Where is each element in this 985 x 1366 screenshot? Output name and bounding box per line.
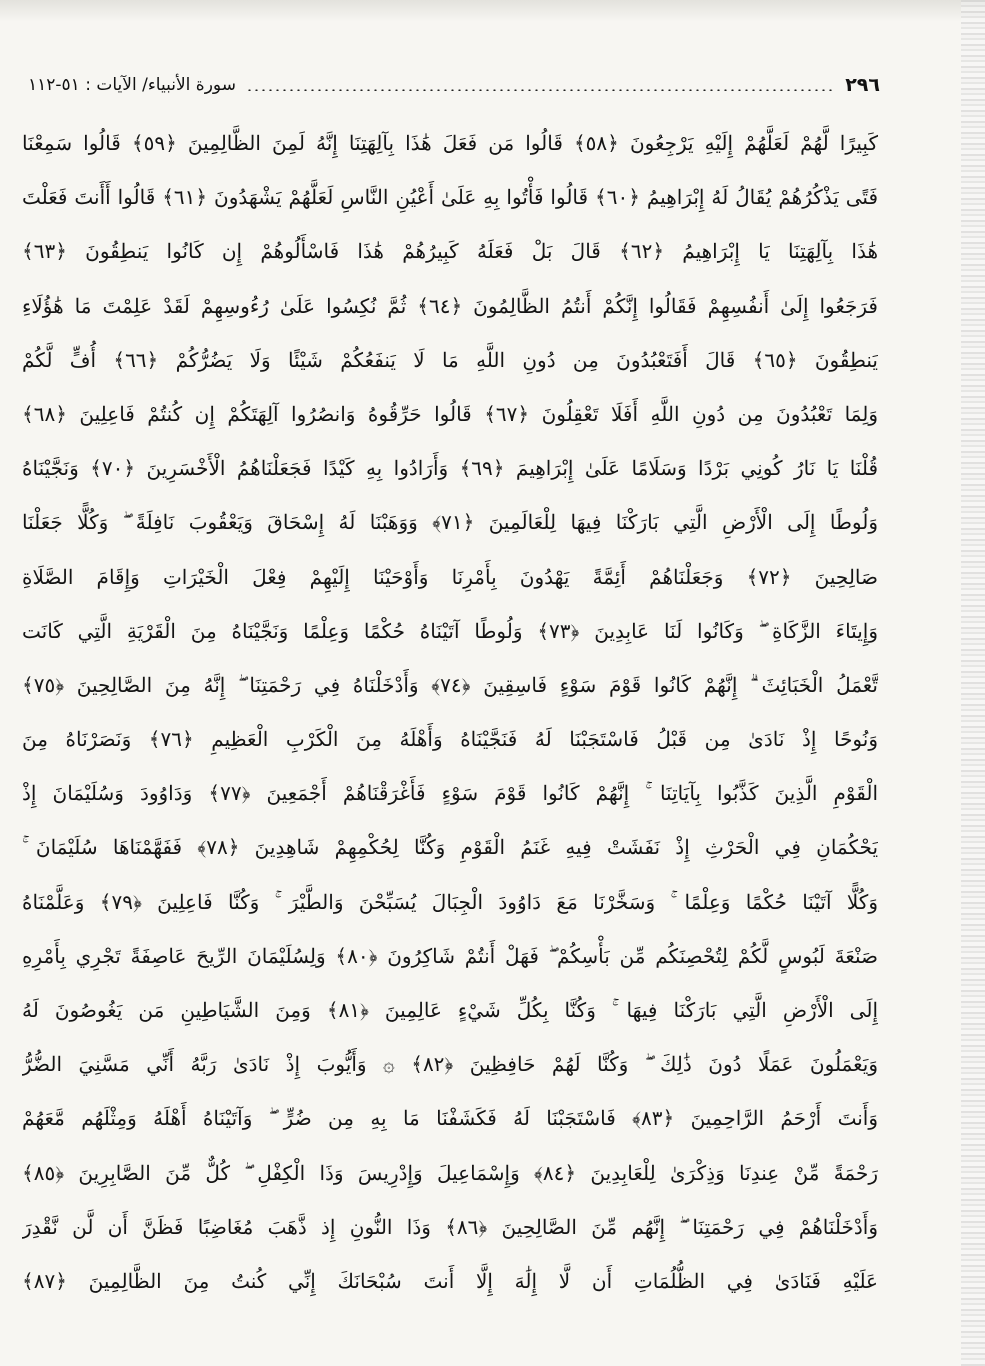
text-line: إِلَى الْأَرْضِ الَّتِي بَارَكْنَا فِيهَا ۚ وَكُنَّا بِكُلِّ شَيْءٍ عَالِمِينَ ﴿٨١﴾ وَمِنَ الشَّيَاطِينِ مَن يَغُوصُونَ لَهُ [22, 998, 878, 1022]
text-line: صَنْعَةَ لَبُوسٍ لَّكُمْ لِتُحْصِنَكُم مِّن بَأْسِكُمْ ۖ فَهَلْ أَنتُمْ شَاكِرُونَ ﴿٨٠﴾ وَلِسُلَيْمَانَ الرِّيحَ عَاصِفَةً تَجْرِي بِأَمْرِهِ [22, 943, 878, 968]
text-line: وَإِيتَاءَ الزَّكَاةِ ۖ وَكَانُوا لَنَا عَابِدِينَ ﴿٧٣﴾ وَلُوطًا آتَيْنَاهُ حُكْمًا وَعِلْمًا وَنَجَّيْنَاهُ مِنَ الْقَرْيَةِ الَّتِي كَانَت [22, 618, 878, 643]
text-line: قُلْنَا يَا نَارُ كُونِي بَرْدًا وَسَلَامًا عَلَىٰ إِبْرَاهِيمَ ﴿٦٩﴾ وَأَرَادُوا بِهِ كَيْدًا فَجَعَلْنَاهُمُ الْأَخْسَرِينَ ﴿٧٠﴾ وَنَجَّيْنَاهُ [22, 456, 878, 481]
text-line: تَّعْمَلُ الْخَبَائِثَ ۗ إِنَّهُمْ كَانُوا قَوْمَ سَوْءٍ فَاسِقِينَ ﴿٧٤﴾ وَأَدْخَلْنَاهُ فِي رَحْمَتِنَا ۖ إِنَّهُ مِنَ الصَّالِحِينَ ﴿٧٥﴾ [22, 672, 878, 697]
text-line: وَلُوطًا إِلَى الْأَرْضِ الَّتِي بَارَكْنَا فِيهَا لِلْعَالَمِينَ ﴿٧١﴾ وَوَهَبْنَا لَهُ إِسْحَاقَ وَيَعْقُوبَ نَافِلَةً ۖ وَكُلًّا جَعَلْنَا [22, 510, 878, 535]
page-binding-edge [961, 0, 985, 1366]
text-line: كَبِيرًا لَّهُمْ لَعَلَّهُمْ إِلَيْهِ يَرْجِعُونَ ﴿٥٨﴾ قَالُوا مَن فَعَلَ هَٰذَا بِآلِهَتِنَا إِنَّهُ لَمِنَ الظَّالِمِينَ ﴿٥٩﴾ قَالُوا سَمِعْنَا [22, 131, 878, 155]
text-line: وَكُلًّا آتَيْنَا حُكْمًا وَعِلْمًا ۚ وَسَخَّرْنَا مَعَ دَاوُودَ الْجِبَالَ يُسَبِّحْنَ وَالطَّيْرَ ۚ وَكُنَّا فَاعِلِينَ ﴿٧٩﴾ وَعَلَّمْنَاهُ [22, 889, 878, 914]
header-dot-leader [246, 89, 835, 91]
text-line: الْقَوْمِ الَّذِينَ كَذَّبُوا بِآيَاتِنَا ۚ إِنَّهُمْ كَانُوا قَوْمَ سَوْءٍ فَأَغْرَقْنَاهُمْ أَجْمَعِينَ ﴿٧٧﴾ وَدَاوُودَ وَسُلَيْمَانَ إِذْ [22, 781, 878, 806]
text-line: وَأَدْخَلْنَاهُمْ فِي رَحْمَتِنَا ۖ إِنَّهُم مِّنَ الصَّالِحِينَ ﴿٨٦﴾ وَذَا النُّونِ إِذ ذَّهَبَ مُغَاضِبًا فَظَنَّ أَن لَّن نَّقْدِرَ [22, 1214, 878, 1239]
text-line: وَنُوحًا إِذْ نَادَىٰ مِن قَبْلُ فَاسْتَجَبْنَا لَهُ فَنَجَّيْنَاهُ وَأَهْلَهُ مِنَ الْكَرْبِ الْعَظِيمِ ﴿٧٦﴾ وَنَصَرْنَاهُ مِنَ [22, 727, 878, 752]
text-line: فَرَجَعُوا إِلَىٰ أَنفُسِهِمْ فَقَالُوا إِنَّكُمْ أَنتُمُ الظَّالِمُونَ ﴿٦٤﴾ ثُمَّ نُكِسُوا عَلَىٰ رُءُوسِهِمْ لَقَدْ عَلِمْتَ مَا هَٰؤُلَاءِ [22, 293, 878, 318]
text-line: وَلِمَا تَعْبُدُونَ مِن دُونِ اللَّهِ أَفَلَا تَعْقِلُونَ ﴿٦٧﴾ قَالُوا حَرِّقُوهُ وَانصُرُوا آلِهَتَكُمْ إِن كُنتُمْ فَاعِلِينَ ﴿٦٨﴾ [22, 401, 878, 426]
text-line: وَيَعْمَلُونَ عَمَلًا دُونَ ذَٰلِكَ ۖ وَكُنَّا لَهُمْ حَافِظِينَ ﴿٨٢﴾ ۞ وَأَيُّوبَ إِذْ نَادَىٰ رَبَّهُ أَنِّي مَسَّنِيَ الضُّرُّ [22, 1052, 878, 1077]
text-line: صَالِحِينَ ﴿٧٢﴾ وَجَعَلْنَاهُمْ أَئِمَّةً يَهْدُونَ بِأَمْرِنَا وَأَوْحَيْنَا إِلَيْهِمْ فِعْلَ الْخَيْرَاتِ وَإِقَامَ الصَّلَاةِ [22, 564, 878, 589]
page-number: ٢٩٦ [845, 74, 880, 96]
quran-text-block [22, 116, 878, 1308]
text-line: يَنطِقُونَ ﴿٦٥﴾ قَالَ أَفَتَعْبُدُونَ مِن دُونِ اللَّهِ مَا لَا يَنفَعُكُمْ شَيْئًا وَلَا يَضُرُّكُمْ ﴿٦٦﴾ أُفٍّ لَّكُمْ [22, 347, 878, 372]
text-line: فَتًى يَذْكُرُهُمْ يُقَالُ لَهُ إِبْرَاهِيمُ ﴿٦٠﴾ قَالُوا فَأْتُوا بِهِ عَلَىٰ أَعْيُنِ النَّاسِ لَعَلَّهُمْ يَشْهَدُونَ ﴿٦١﴾ قَالُوا أَأَنتَ فَعَلْتَ [22, 185, 878, 210]
text-line: هَٰذَا بِآلِهَتِنَا يَا إِبْرَاهِيمُ ﴿٦٢﴾ قَالَ بَلْ فَعَلَهُ كَبِيرُهُمْ هَٰذَا فَاسْأَلُوهُمْ إِن كَانُوا يَنطِقُونَ ﴿٦٣﴾ [22, 239, 878, 264]
text-line: وَأَنتَ أَرْحَمُ الرَّاحِمِينَ ﴿٨٣﴾ فَاسْتَجَبْنَا لَهُ فَكَشَفْنَا مَا بِهِ مِن ضُرٍّ ۖ وَآتَيْنَاهُ أَهْلَهُ وَمِثْلَهُم مَّعَهُمْ [22, 1106, 878, 1131]
scan-artifact-top [0, 0, 985, 22]
text-line: رَحْمَةً مِّنْ عِندِنَا وَذِكْرَىٰ لِلْعَابِدِينَ ﴿٨٤﴾ وَإِسْمَاعِيلَ وَإِدْرِيسَ وَذَا الْكِفْلِ ۖ كُلٌّ مِّنَ الصَّابِرِينَ ﴿٨٥﴾ [22, 1160, 878, 1185]
surah-verses-title: سورة الأنبياء/ الآيات : ٥١-١١٢ [28, 75, 236, 95]
text-line: يَحْكُمَانِ فِي الْحَرْثِ إِذْ نَفَشَتْ فِيهِ غَنَمُ الْقَوْمِ وَكُنَّا لِحُكْمِهِمْ شَاهِدِينَ ﴿٧٨﴾ فَفَهَّمْنَاهَا سُلَيْمَانَ ۚ [22, 835, 878, 860]
text-line: عَلَيْهِ فَنَادَىٰ فِي الظُّلُمَاتِ أَن لَّا إِلَٰهَ إِلَّا أَنتَ سُبْحَانَكَ إِنِّي كُنتُ مِنَ الظَّالِمِينَ ﴿٨٧﴾ [22, 1268, 878, 1293]
page-header [28, 70, 880, 100]
